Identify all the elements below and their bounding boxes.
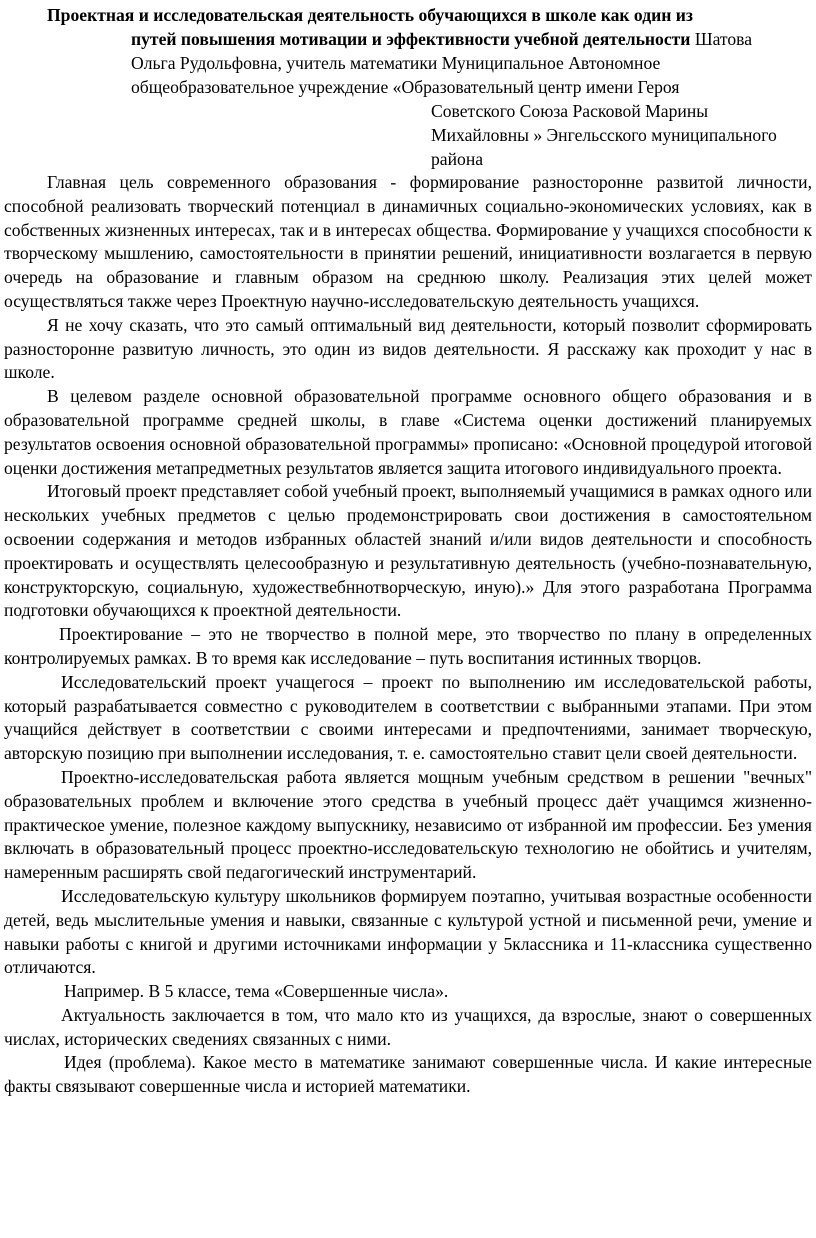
paragraph: В целевом разделе основной образовательной программе основного общего образования и в образовательной программе средней школы, в главе «Система оценки достижений планируемых результатов освоения основной образовательной программы» прописано: «Основной процедурой итоговой оценки достижения метапредметных результатов является защита итогового индивидуального проекта. xyxy=(4,386,812,478)
title-line-2 xyxy=(131,28,752,52)
author-line-3: общеобразовательное учреждение «Образовательный центр имени Героя xyxy=(131,77,680,97)
paragraph: Я не хочу сказать, что это самый оптимальный вид деятельности, который позволит сформировать разносторонне развитую личность, это один из видов деятельности. Я расскажу как проходит у нас в школе. xyxy=(4,314,812,383)
author-line-5: Михайловны » Энгельсского муниципального xyxy=(431,125,777,145)
document-body xyxy=(4,171,812,1099)
paragraph: Итоговый проект представляет собой учебный проект, выполняемый учащимися в рамках одного или нескольких учебных предметов с целью продемонстрировать свои достижения в самостоятельном освоении содержания и методов избранных областей знаний и/или видов деятельности и способность проектировать и осуществлять целесообразную и результативную деятельность (учебно-познавательную, конструкторскую, социальную, художествебннотворческую, иную).» Для этого разработана Программа подготовки обучающихся к проектной деятельности. xyxy=(4,481,812,621)
author-surname: Шатова xyxy=(694,29,753,49)
paragraph: Исследовательский проект учащегося – проект по выполнению им исследовательской работы, который разрабатывается совместно с руководителем в соответствии с выбранными этапами. При этом учащийся действует в соответствии с своими интересами и предпочтениями, занимает творческую, авторскую позицию при выполнении исследования, т. е. самостоятельно ставит цели своей деятельности. xyxy=(4,671,812,764)
title-line-1: Проектная и исследовательская деятельность обучающихся в школе как один из xyxy=(47,5,693,25)
paragraph: Например. В 5 классе, тема «Совершенные числа». xyxy=(64,981,449,1002)
paragraph: Главная цель современного образования - формирование разносторонне развитой личности, способной реализовать творческий потенциал в динамичных социально-экономических условиях, как в собственных жизненных интересах, так и в интересах общества. Формирование у учащихся способности к творческому мышлению, самостоятельности в принятии решений, инициативности возлагается в первую очередь на образование и главным образом на среднюю школу. Реализация этих целей может осуществляться также через Проектную научно-исследовательскую деятельность учащихся. xyxy=(4,172,812,311)
paragraph: Проектирование – это не творчество в полной мере, это творчество по плану в определенных контролируемых рамках. В то время как исследование – путь воспитания истинных творцов. xyxy=(4,624,812,668)
author-line-6: района xyxy=(431,149,484,169)
paragraph: Идея (проблема). Какое место в математике занимают совершенные числа. И какие интересные факты связывают совершенные числа и историей математики. xyxy=(4,1052,812,1097)
title-text: путей повышения мотивации и эффективности учебной деятельности xyxy=(131,29,691,49)
paragraph: Исследовательскую культуру школьников формируем поэтапно, учитывая возрастные особенности детей, ведь мыслительные умения и навыки, связанные с культурой устной и письменной речи, умение и навыки работы с книгой и другими источниками информации у 5классника и 11-классника существенно отличаются. xyxy=(4,885,812,978)
paragraph: Проектно-исследовательская работа является мощным учебным средством в решении "вечных" образовательных проблем и включение этого средства в учебный процесс даёт учащимся жизненно-практическое умение, полезное каждому выпускнику, независимо от избранной им профессии. Без умения включать в образовательный процесс проектно-исследовательскую технологию не обойтись и учителям, намеренным расширять свой педагогический инструментарий. xyxy=(4,766,812,883)
paragraph: Актуальность заключается в том, что мало кто из учащихся, да взрослые, знают о совершенных числах, исторических сведениях связанных с ними. xyxy=(4,1004,812,1049)
author-line-2: Ольга Рудольфовна, учитель математики Муниципальное Автономное xyxy=(131,53,661,73)
author-line-4: Советского Союза Расковой Марины xyxy=(431,101,709,121)
